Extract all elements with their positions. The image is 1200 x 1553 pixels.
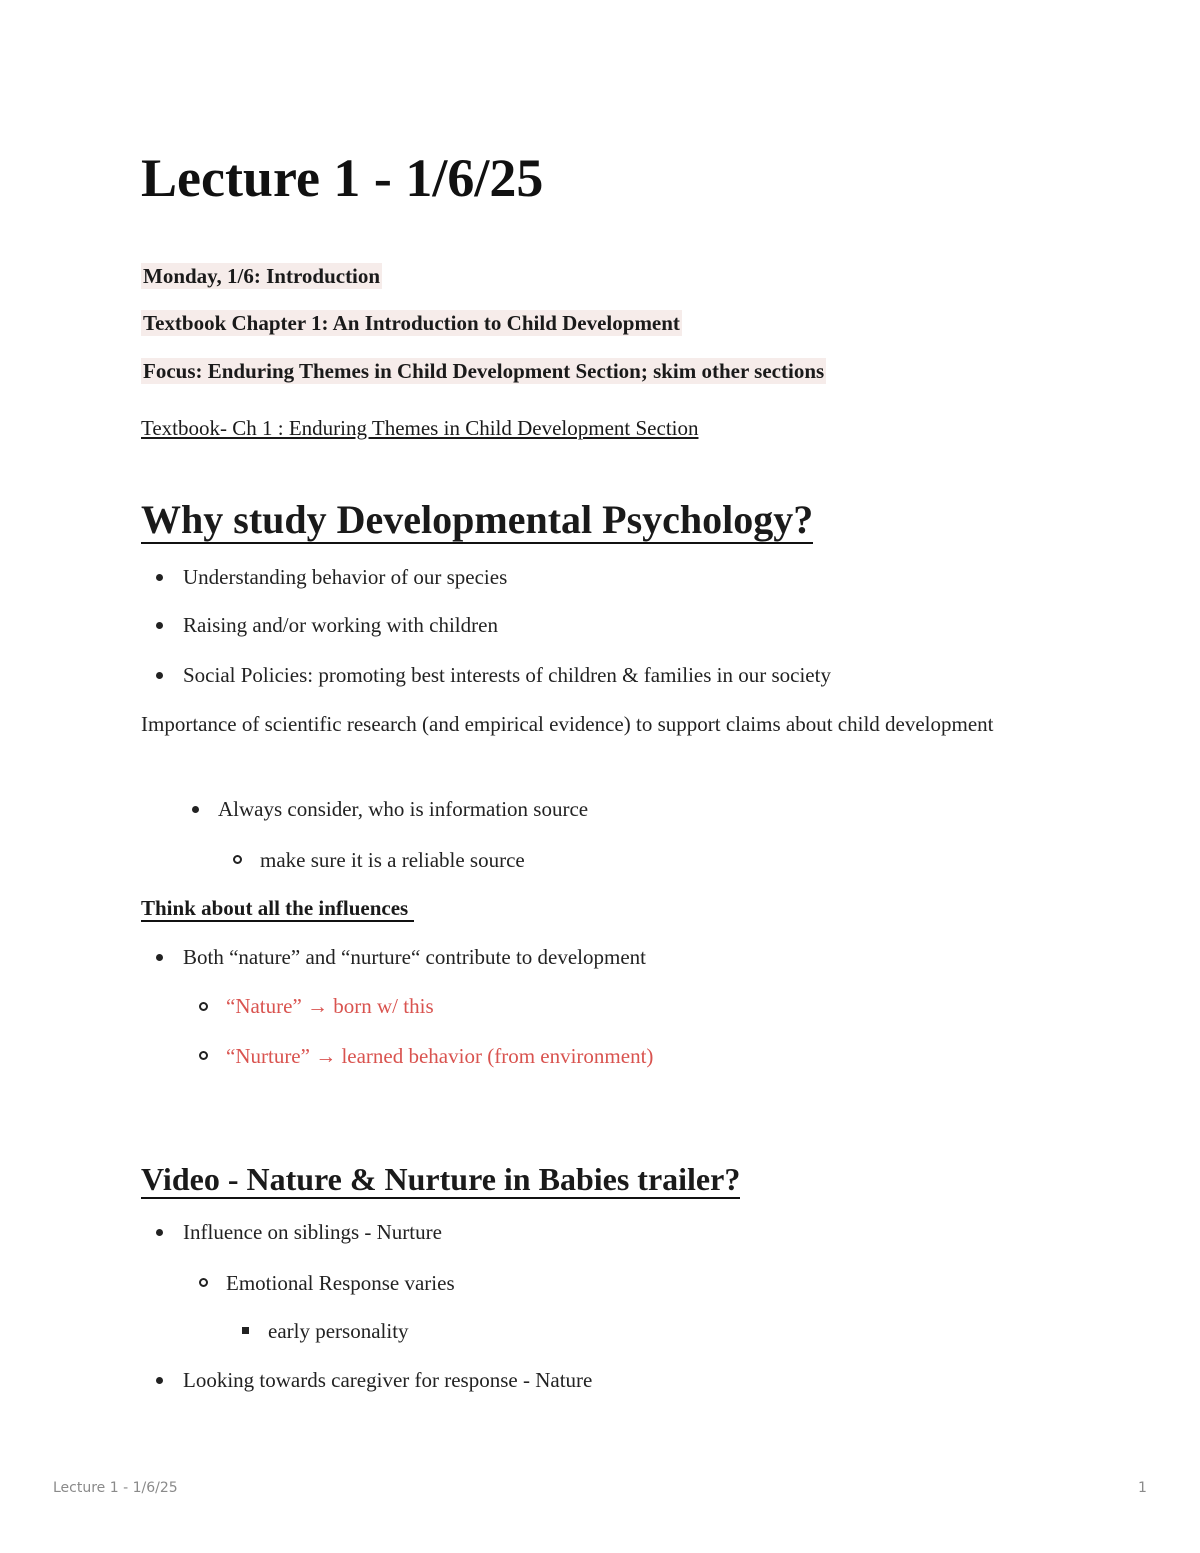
list-item-nurture: “Nurture” → learned behavior (from environment) [226, 1044, 654, 1068]
heading-video-text: Video - Nature & Nurture in Babies trailer? [141, 1161, 741, 1197]
bullet-dot-icon [156, 1377, 163, 1384]
meta-date-text: Monday, 1/6: Introduction [143, 264, 381, 288]
meta-focus-text: Focus: Enduring Themes in Child Development Section; skim other sections [143, 359, 825, 383]
meta-chapter-text: Textbook Chapter 1: An Introduction to Child Development [143, 311, 680, 335]
bullet-circle-icon [233, 855, 242, 864]
list-item-nature: “Nature” → born w/ this [226, 994, 434, 1018]
heading-why-study [141, 494, 813, 546]
bullet-dot-icon [156, 954, 163, 961]
list-item: early personality [268, 1319, 409, 1343]
list-item: Social Policies: promoting best interests of children & families in our society [183, 663, 831, 687]
heading-why-study-text: Why study Developmental Psychology? [141, 497, 814, 542]
page-title: Lecture 1 - 1/6/25 [141, 148, 544, 208]
bullet-dot-icon [156, 622, 163, 629]
meta-date-line [141, 262, 382, 290]
heading-influences-text: Think about all the influences [141, 896, 414, 922]
footer-page-number: 1 [1138, 1480, 1147, 1496]
bullet-dot-icon [192, 806, 199, 813]
bullet-dot-icon [156, 1229, 163, 1236]
meta-focus-line [141, 357, 826, 385]
list-item: make sure it is a reliable source [260, 848, 525, 872]
list-item: Emotional Response varies [226, 1271, 455, 1295]
bullet-circle-icon [199, 1051, 208, 1060]
list-item: Understanding behavior of our species [183, 565, 508, 589]
bullet-circle-icon [199, 1278, 208, 1287]
list-item: Looking towards caregiver for response - Nature [183, 1368, 593, 1392]
list-item: Influence on siblings - Nurture [183, 1220, 442, 1244]
list-item: Raising and/or working with children [183, 613, 498, 637]
textbook-link[interactable]: Textbook- Ch 1 : Enduring Themes in Child Development Section [141, 416, 699, 440]
footer-title: Lecture 1 - 1/6/25 [53, 1480, 178, 1496]
heading-video [141, 1157, 740, 1201]
heading-influences [141, 894, 414, 922]
bullet-dot-icon [156, 574, 163, 581]
bullet-dot-icon [156, 672, 163, 679]
paragraph-research: Importance of scientific research (and empirical evidence) to support claims about child development [141, 712, 994, 736]
bullet-circle-icon [199, 1002, 208, 1011]
bullet-square-icon [242, 1327, 249, 1334]
list-item: Always consider, who is information source [218, 797, 589, 821]
meta-chapter-line [141, 309, 682, 337]
list-item: Both “nature” and “nurture“ contribute to development [183, 945, 646, 969]
